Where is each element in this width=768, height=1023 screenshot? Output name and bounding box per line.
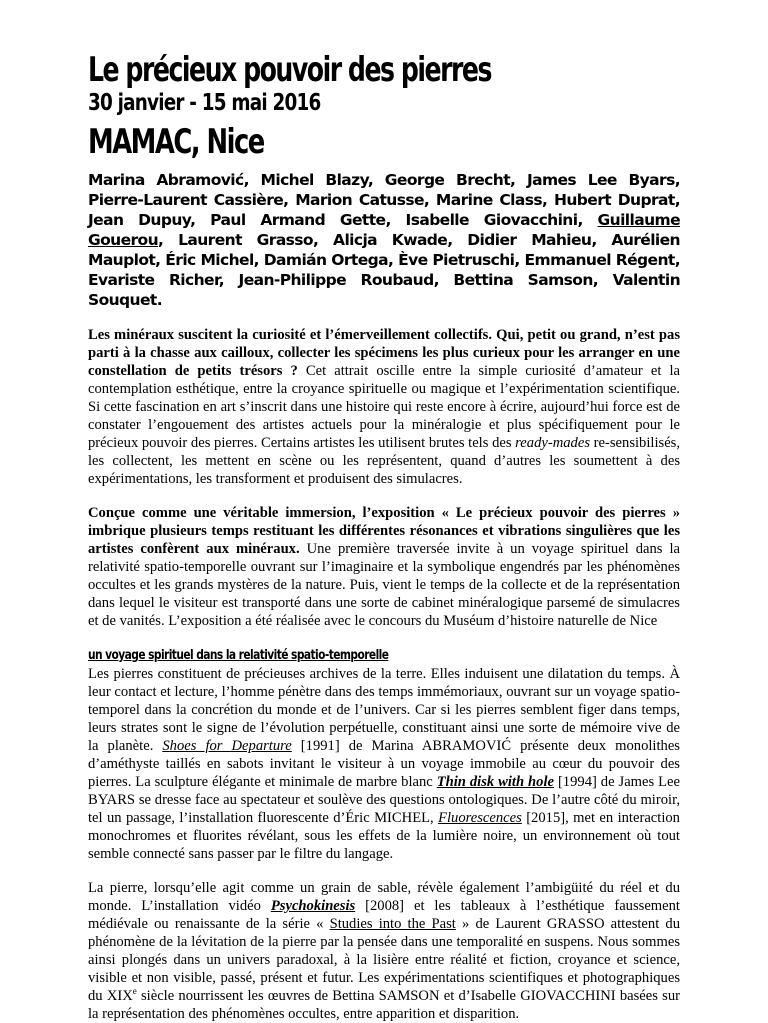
intro-italic: ready-mades [515, 435, 591, 451]
concept-text: Une première traversée invite à un voyage spirituel dans la relativité spatio-temporelle ouvrant sur l’imaginaire et la symbolique engendrés par les phénomènes occultes et les grands mystères de la nature. Puis, vient le temps de la collecte et de la représentation dans lequel le visiteur est transporté dans une sorte de cabinet minéralogique parsemé de simulacres et de vanités. L’exposition a été réalisée avec le concours du Muséum d’histoire naturelle de Nice [88, 541, 681, 629]
section-heading: un voyage spirituel dans la relativité spatio-temporelle [88, 648, 389, 663]
section2-text-2: [2008] et les tableaux à l’esthétique faussement médiévale ou renaissante de la série « [88, 898, 680, 932]
intro-lead: Les minéraux suscitent la curiosité et l’émerveillement collectifs. Qui, petit ou grand, n’est pas parti à la chasse aux cailloux, collecter les spécimens les plus curieux pour les arranger en une constellation de petits trésors ? [88, 327, 680, 379]
century-superscript: e [132, 986, 137, 997]
section2-text-4: siècle nourrissent les œuvres de Bettina SAMSON et d’Isabelle GIOVACCHINI basées sur la représentation des phénomènes occultes, entre apparition et disparition. [88, 988, 681, 1022]
link-studies-into-the-past[interactable]: Studies into the Past [329, 916, 456, 932]
exhibition-dates: 30 janvier - 15 mai 2016 [88, 90, 321, 116]
exhibition-venue: MAMAC, Nice [88, 122, 264, 162]
link-thin-disk-with-hole[interactable]: Thin disk with hole [436, 774, 554, 790]
concept-paragraph [88, 504, 680, 630]
intro-paragraph [88, 326, 680, 488]
section1-text-2: [1991] de Marina ABRAMOVIĆ présente deux monolithes d’améthyste taillés en sabots invitant le visiteur à un voyage immobile au cœur du pouvoir des pierres. La sculpture élégante et minimale de marbre blanc [88, 738, 680, 790]
section2-text-1: La pierre, lorsqu’elle agit comme un grain de sable, révèle également l’ambigüité du réel et du monde. L’installation vidéo [88, 880, 680, 914]
artist-list-part2: , Laurent Grasso, Alicja Kwade, Didier Mahieu, Aurélien Mauplot, Éric Michel, Damián Ortega, Ève Pietruschi, Emmanuel Régent, Evariste Richer, Jean-Philippe Roubaud, Bettina Samson, Valentin Souquet. [88, 231, 680, 309]
link-psychokinesis[interactable]: Psychokinesis [270, 898, 356, 914]
artist-list [88, 170, 680, 310]
section2-text-3: » de Laurent GRASSO attestent du phénomène de la lévitation de la pierre par la pensée dans une temporalité en suspens. Nous sommes ainsi plongés dans un univers paradoxal, à la lisière entre réalité et fiction, croyance et science, visible et non visible, passé, présent et futur. Les expérimentations scientifiques et photographiques du XIX [88, 916, 680, 1004]
section1-text-3: [1994] de James Lee BYARS se dresse face au spectateur et soulève des questions ontologiques. De l’autre côté du miroir, tel un passage, l’installation fluorescente d’Éric MICHEL, [88, 774, 680, 826]
intro-text-2: re-sensibilisés, les collectent, les mettent en scène ou les représentent, quand d’autres les soumettent à des expérimentations, les transforment et produisent des simulacres. [88, 435, 680, 487]
section-paragraph-2 [88, 879, 680, 1023]
link-fluorescences[interactable]: Fluorescences [438, 810, 522, 826]
section1-text-1: Les pierres constituent de précieuses archives de la terre. Elles induisent une dilatation du temps. À leur contact et lecture, l’homme pénètre dans des temps immémoriaux, ouvrant sur un voyage spatio-temporel dans la concrétion du monde et de l’univers. Car si les pierres semblent figer dans temps, leurs strates sont le signe de l’évolution perpétuelle, constituant ainsi une sorte de mémoire vive de la planète. [88, 666, 680, 754]
document-page [88, 46, 680, 1023]
artist-link-gouerou[interactable]: Guillaume Gouerou [88, 211, 680, 249]
section1-text-4: [2015], met en interaction monochromes et fluorites révélant, sous les effets de la lumière noire, un environnement où tout semble connecté sans passer par le filtre du langage. [88, 810, 680, 862]
concept-lead: Conçue comme une véritable immersion, l’exposition « Le précieux pouvoir des pierres » imbrique plusieurs temps restituant les différentes résonances et vibrations singulières que les artistes confèrent aux minéraux. [88, 505, 680, 557]
artist-list-part1: Marina Abramović, Michel Blazy, George Brecht, James Lee Byars, Pierre-Laurent Cassière, Marion Catusse, Marine Class, Hubert Duprat, Jean Dupuy, Paul Armand Gette, Isabelle Giovacchini, [88, 171, 680, 229]
link-shoes-for-departure[interactable]: Shoes for Departure [162, 738, 292, 754]
exhibition-title: Le précieux pouvoir des pierres [88, 50, 492, 90]
intro-text-1: Cet attrait oscille entre la simple curiosité d’amateur et la contemplation esthétique, entre la croyance spirituelle ou magique et l’expérimentation scientifique. Si cette fascination en art s’inscrit dans une histoire qui reste encore à écrire, aujourd’hui force est de constater l’engouement des artistes actuels pour la minéralogie et plus spécifiquement pour le précieux pouvoir des pierres. Certains artistes les utilisent brutes tels des [88, 363, 680, 451]
section-paragraph-1 [88, 665, 680, 863]
